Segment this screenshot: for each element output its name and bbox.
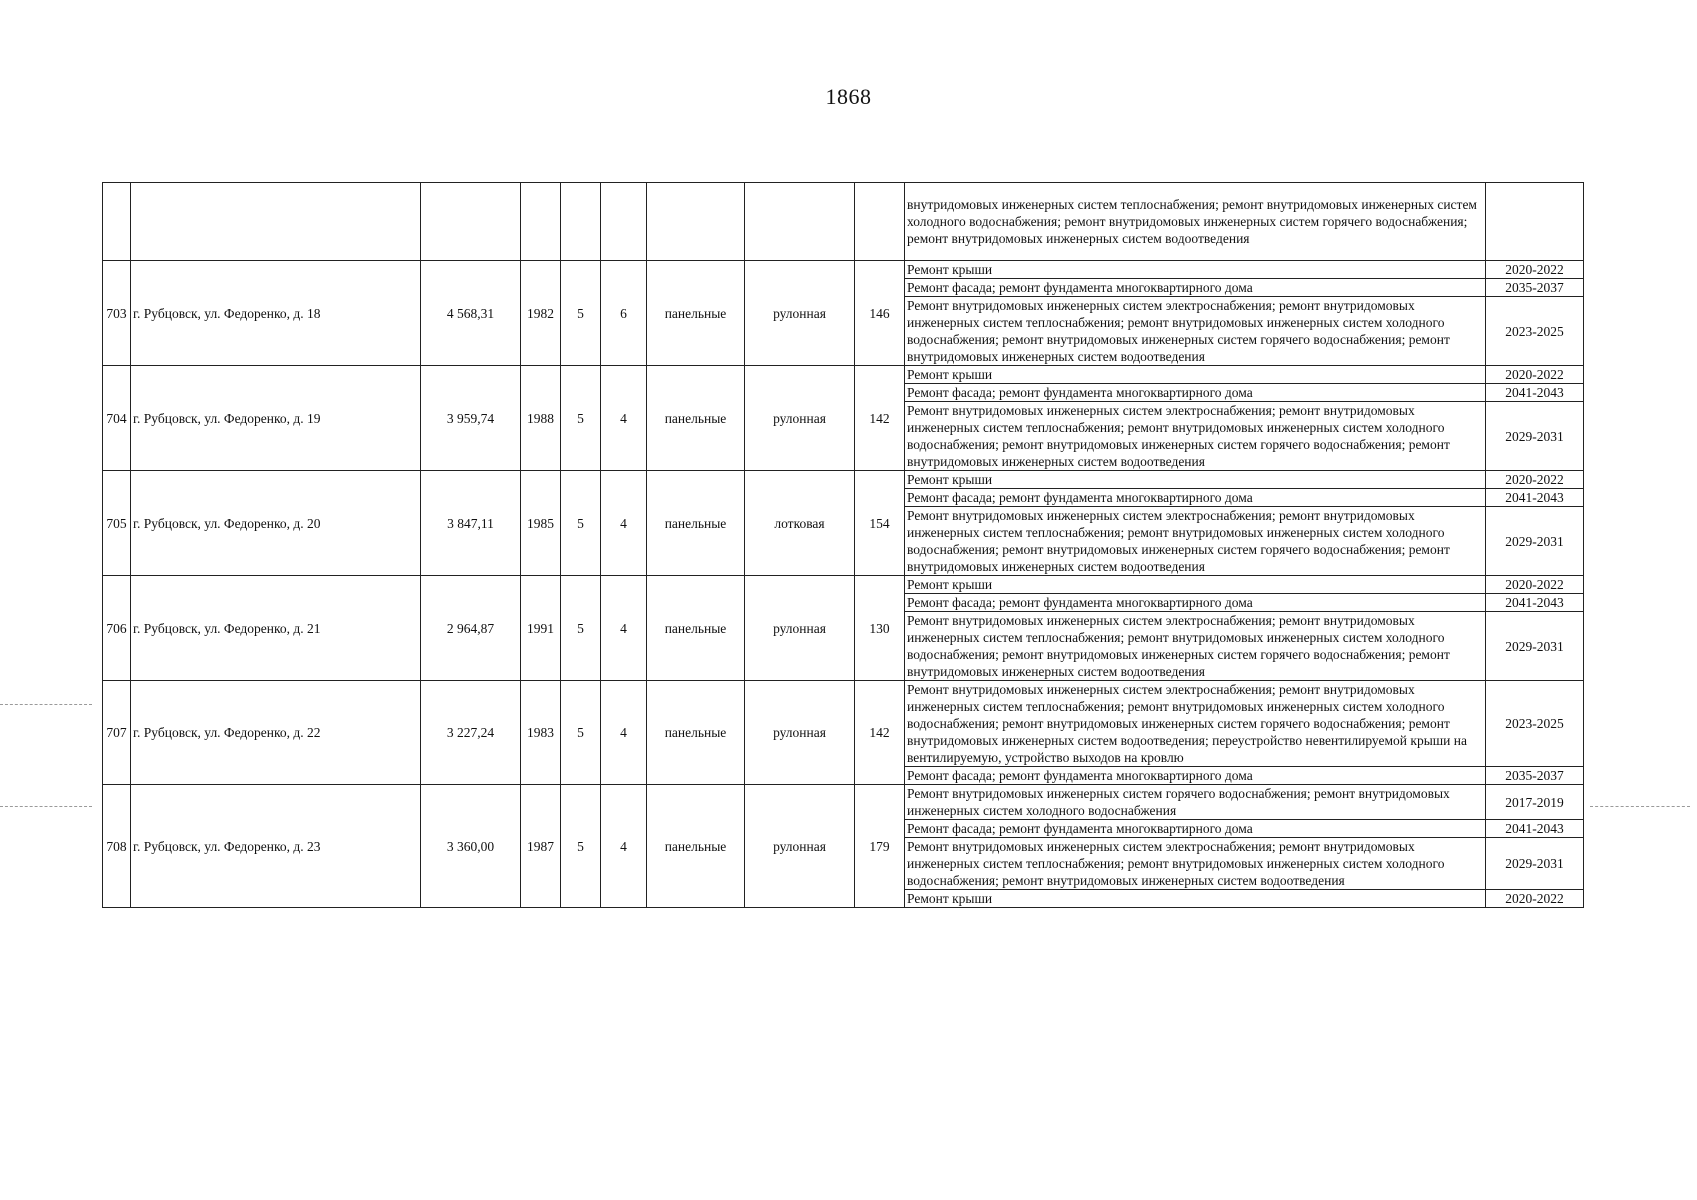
roof-type: лотковая [745, 471, 855, 576]
address: г. Рубцовск, ул. Федоренко, д. 23 [131, 785, 421, 908]
cell-empty [521, 183, 561, 261]
wall-material: панельные [647, 471, 745, 576]
work-description: Ремонт фасада; ремонт фундамента многоквартирного дома [905, 594, 1486, 612]
residents: 179 [855, 785, 905, 908]
entrances: 4 [601, 366, 647, 471]
page-number: 1868 [825, 84, 872, 109]
entrances: 4 [601, 471, 647, 576]
work-period: 2020-2022 [1486, 261, 1584, 279]
wall-material: панельные [647, 261, 745, 366]
floors: 5 [561, 576, 601, 681]
wall-material: панельные [647, 576, 745, 681]
entrances: 4 [601, 785, 647, 908]
cell-empty [745, 183, 855, 261]
work-description: внутридомовых инженерных систем теплоснабжения; ремонт внутридомовых инженерных систем холодного водоснабжения; ремонт внутридомовых инженерных систем горячего водоснабжения; ремонт внутридомовых инженерных систем водоотведения [905, 183, 1486, 261]
total-area: 2 964,87 [421, 576, 521, 681]
work-description: Ремонт внутридомовых инженерных систем горячего водоснабжения; ремонт внутридомовых инженерных систем холодного водоснабжения [905, 785, 1486, 820]
residents: 154 [855, 471, 905, 576]
work-description: Ремонт крыши [905, 471, 1486, 489]
total-area: 3 360,00 [421, 785, 521, 908]
housing-repair-table [102, 182, 1584, 908]
roof-type: рулонная [745, 261, 855, 366]
work-description: Ремонт фасада; ремонт фундамента многоквартирного дома [905, 279, 1486, 297]
work-period: 2023-2025 [1486, 681, 1584, 767]
cell-empty [103, 183, 131, 261]
scan-artifact-left [0, 704, 92, 705]
work-description: Ремонт фасада; ремонт фундамента многоквартирного дома [905, 820, 1486, 838]
floors: 5 [561, 681, 601, 785]
build-year: 1982 [521, 261, 561, 366]
work-description: Ремонт крыши [905, 890, 1486, 908]
roof-type: рулонная [745, 785, 855, 908]
build-year: 1987 [521, 785, 561, 908]
residents: 130 [855, 576, 905, 681]
work-description: Ремонт крыши [905, 576, 1486, 594]
work-description: Ремонт внутридомовых инженерных систем электроснабжения; ремонт внутридомовых инженерных систем теплоснабжения; ремонт внутридомовых инженерных систем холодного водоснабжения; ремонт внутридомовых инженерных систем горячего водоснабжения; ремонт внутридомовых инженерных систем водоотведения [905, 612, 1486, 681]
work-period: 2041-2043 [1486, 820, 1584, 838]
work-description: Ремонт крыши [905, 366, 1486, 384]
cell-empty [855, 183, 905, 261]
work-description: Ремонт фасада; ремонт фундамента многоквартирного дома [905, 767, 1486, 785]
work-description: Ремонт фасада; ремонт фундамента многоквартирного дома [905, 489, 1486, 507]
roof-type: рулонная [745, 576, 855, 681]
row-number: 708 [103, 785, 131, 908]
floors: 5 [561, 471, 601, 576]
work-description: Ремонт фасада; ремонт фундамента многоквартирного дома [905, 384, 1486, 402]
address: г. Рубцовск, ул. Федоренко, д. 20 [131, 471, 421, 576]
work-description: Ремонт внутридомовых инженерных систем электроснабжения; ремонт внутридомовых инженерных систем теплоснабжения; ремонт внутридомовых инженерных систем холодного водоснабжения; ремонт внутридомовых инженерных систем горячего водоснабжения; ремонт внутридомовых инженерных систем водоотведения [905, 507, 1486, 576]
work-period: 2029-2031 [1486, 612, 1584, 681]
scan-artifact-left [0, 806, 92, 807]
house-row [103, 471, 1584, 489]
work-period: 2041-2043 [1486, 384, 1584, 402]
work-period: 2020-2022 [1486, 890, 1584, 908]
work-period: 2029-2031 [1486, 402, 1584, 471]
scan-artifact-right [1590, 806, 1690, 807]
residents: 142 [855, 681, 905, 785]
work-description: Ремонт крыши [905, 261, 1486, 279]
row-number: 703 [103, 261, 131, 366]
residents: 146 [855, 261, 905, 366]
work-period: 2023-2025 [1486, 297, 1584, 366]
build-year: 1983 [521, 681, 561, 785]
build-year: 1991 [521, 576, 561, 681]
cell-empty [601, 183, 647, 261]
house-row [103, 681, 1584, 767]
build-year: 1988 [521, 366, 561, 471]
wall-material: панельные [647, 366, 745, 471]
address: г. Рубцовск, ул. Федоренко, д. 18 [131, 261, 421, 366]
continuation-row [103, 183, 1584, 261]
roof-type: рулонная [745, 366, 855, 471]
work-period: 2029-2031 [1486, 507, 1584, 576]
work-period: 2017-2019 [1486, 785, 1584, 820]
work-description: Ремонт внутридомовых инженерных систем электроснабжения; ремонт внутридомовых инженерных систем теплоснабжения; ремонт внутридомовых инженерных систем холодного водоснабжения; ремонт внутридомовых инженерных систем водоотведения [905, 838, 1486, 890]
cell-empty [421, 183, 521, 261]
work-period: 2020-2022 [1486, 471, 1584, 489]
cell-empty [561, 183, 601, 261]
row-number: 707 [103, 681, 131, 785]
row-number: 704 [103, 366, 131, 471]
floors: 5 [561, 785, 601, 908]
build-year: 1985 [521, 471, 561, 576]
house-row [103, 261, 1584, 279]
residents: 142 [855, 366, 905, 471]
entrances: 4 [601, 681, 647, 785]
work-description: Ремонт внутридомовых инженерных систем электроснабжения; ремонт внутридомовых инженерных систем теплоснабжения; ремонт внутридомовых инженерных систем холодного водоснабжения; ремонт внутридомовых инженерных систем горячего водоснабжения; ремонт внутридомовых инженерных систем водоотведения; переустройство невентилируемой крыши на вентилируемую, устройство выходов на кровлю [905, 681, 1486, 767]
wall-material: панельные [647, 785, 745, 908]
work-period: 2041-2043 [1486, 489, 1584, 507]
cell-empty [1486, 183, 1584, 261]
cell-empty [131, 183, 421, 261]
house-row [103, 366, 1584, 384]
wall-material: панельные [647, 681, 745, 785]
table-body [103, 183, 1584, 908]
work-period: 2020-2022 [1486, 576, 1584, 594]
work-description: Ремонт внутридомовых инженерных систем электроснабжения; ремонт внутридомовых инженерных систем теплоснабжения; ремонт внутридомовых инженерных систем холодного водоснабжения; ремонт внутридомовых инженерных систем горячего водоснабжения; ремонт внутридомовых инженерных систем водоотведения [905, 297, 1486, 366]
work-period: 2029-2031 [1486, 838, 1584, 890]
house-row [103, 576, 1584, 594]
cell-empty [647, 183, 745, 261]
total-area: 3 847,11 [421, 471, 521, 576]
work-period: 2035-2037 [1486, 767, 1584, 785]
work-period: 2041-2043 [1486, 594, 1584, 612]
total-area: 3 959,74 [421, 366, 521, 471]
work-period: 2035-2037 [1486, 279, 1584, 297]
floors: 5 [561, 366, 601, 471]
address: г. Рубцовск, ул. Федоренко, д. 21 [131, 576, 421, 681]
work-period: 2020-2022 [1486, 366, 1584, 384]
row-number: 706 [103, 576, 131, 681]
row-number: 705 [103, 471, 131, 576]
entrances: 4 [601, 576, 647, 681]
address: г. Рубцовск, ул. Федоренко, д. 22 [131, 681, 421, 785]
roof-type: рулонная [745, 681, 855, 785]
floors: 5 [561, 261, 601, 366]
total-area: 4 568,31 [421, 261, 521, 366]
total-area: 3 227,24 [421, 681, 521, 785]
address: г. Рубцовск, ул. Федоренко, д. 19 [131, 366, 421, 471]
work-description: Ремонт внутридомовых инженерных систем электроснабжения; ремонт внутридомовых инженерных систем теплоснабжения; ремонт внутридомовых инженерных систем холодного водоснабжения; ремонт внутридомовых инженерных систем горячего водоснабжения; ремонт внутридомовых инженерных систем водоотведения [905, 402, 1486, 471]
entrances: 6 [601, 261, 647, 366]
house-row [103, 785, 1584, 820]
